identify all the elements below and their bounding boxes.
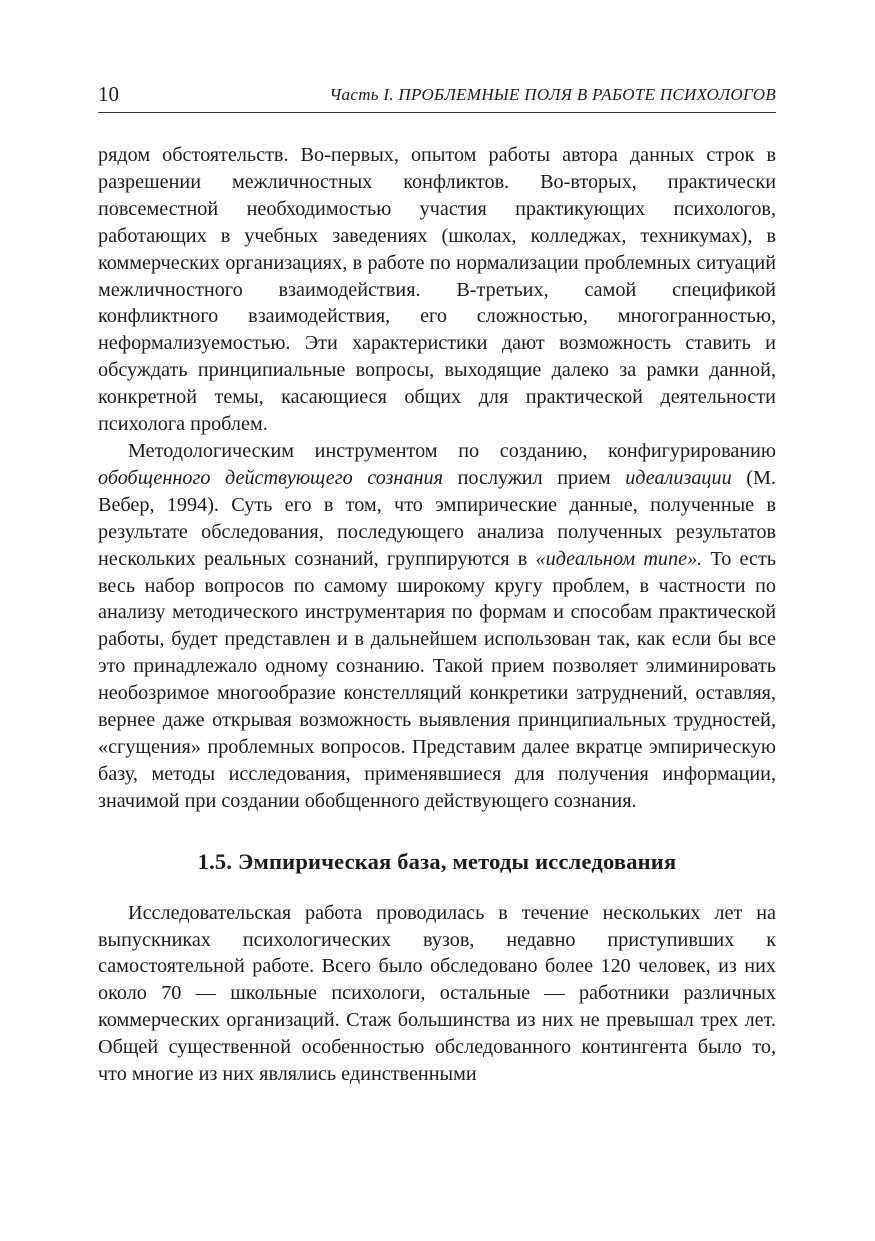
- page-number: 10: [98, 82, 119, 106]
- section-heading: 1.5. Эмпирическая база, методы исследования: [197, 848, 677, 874]
- page-body: [98, 142, 776, 1088]
- paragraph-2-text-a: Методологическим инструментом по созданию, конфигурированию: [128, 439, 776, 462]
- paragraph-3: Исследовательская работа проводилась в течение нескольких лет на выпускниках психологических вузов, недавно приступивших к самостоятельной работе. Всего было обследовано более 120 человек, из них около 70 — школьные психологи, остальные — работники различных коммерческих организаций. Стаж большинства из них не превышал трех лет. Общей существенной особенностью обследованного контингента было то, что многие из них являлись единственными: [98, 901, 776, 1086]
- paragraph-2-text-c: (М. Вебер, 1994). Суть его в том, что эмпирические данные, полученные в результате обследования, последующего анализа полученных результатов нескольких реальных сознаний, группируются в: [98, 466, 776, 570]
- term-ideal-type: «идеальном типе».: [535, 547, 703, 570]
- running-head: Часть I. ПРОБЛЕМНЫЕ ПОЛЯ В РАБОТЕ ПСИХОЛОГОВ: [329, 85, 776, 104]
- page-header: [98, 78, 776, 113]
- paragraph-1: рядом обстоятельств. Во-первых, опытом работы автора данных строк в разрешении межличностных конфликтов. Во-вторых, практически повсеместной необходимостью участия практикующих психологов, работающих в учебных заведениях (школах, колледжах, техникумах), в коммерческих организациях, в работе по нормализации проблемных ситуаций межличностного взаимодействия. В-третьих, самой спецификой конфликтного взаимодействия, его сложностью, многогранностью, неформализуемостью. Эти характеристики дают возможность ставить и обсуждать принципиальные вопросы, выходящие далеко за рамки данной, конкретной темы, касающиеся общих для практической деятельности психолога проблем.: [98, 144, 776, 436]
- term-idealization: идеализации: [625, 466, 732, 489]
- paragraph-2: [98, 438, 776, 815]
- paragraph-2-text-b: послужил прием: [443, 466, 626, 489]
- paragraph-2-text-d: То есть весь набор вопросов по самому широкому кругу проблем, в частности по анализу методического инструментария по формам и способам практической работы, будет представлен и в дальнейшем использован так, как если бы все это принадлежало одному сознанию. Такой прием позволяет элиминировать необозримое многообразие констелляций конкретики затруднений, оставляя, вернее даже открывая возможность выявления принципиальных трудностей, «сгущения» проблемных вопросов. Представим далее вкратце эмпирическую базу, методы исследования, применявшиеся для получения информации, значимой при создании обобщенного действующего сознания.: [98, 547, 777, 812]
- term-generalized-consciousness: обобщенного действующего сознания: [98, 466, 444, 489]
